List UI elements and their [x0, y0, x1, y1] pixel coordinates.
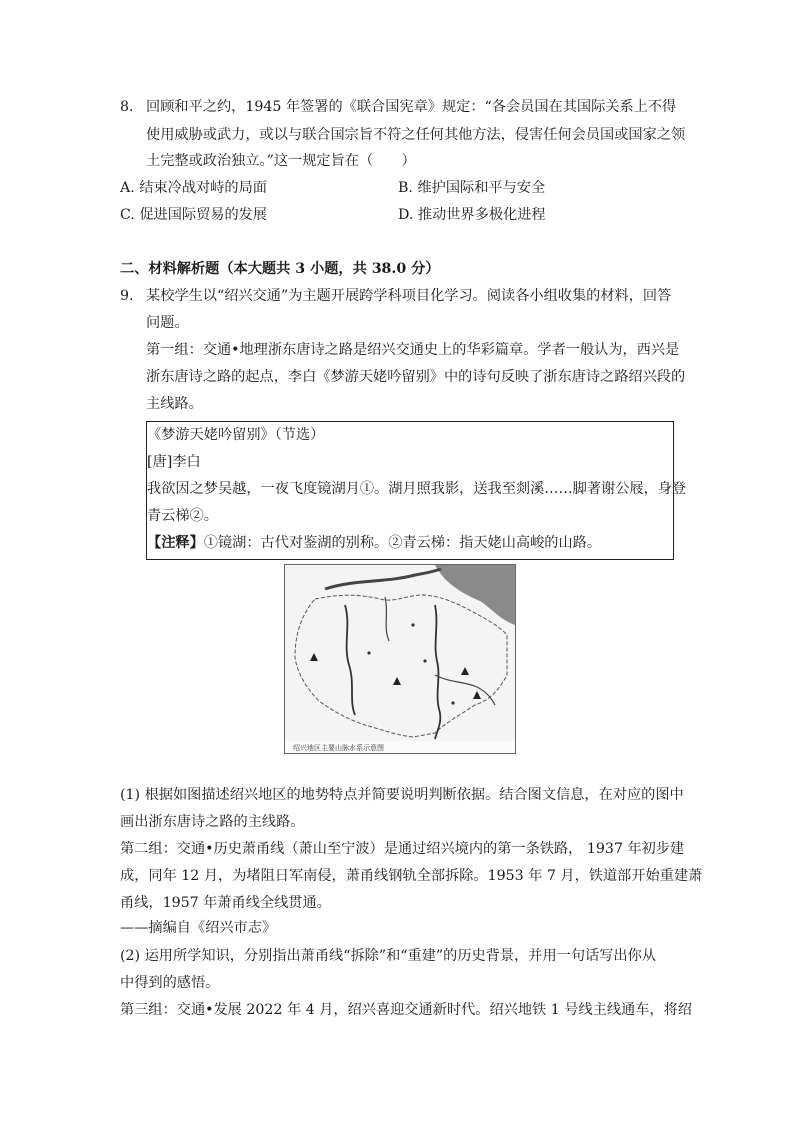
question-8-option-a[interactable]: A. 结束冷战对峙的局面 [120, 180, 267, 196]
river-southeast [435, 675, 495, 705]
group-2-source: ——摘编自《绍兴市志》 [120, 920, 277, 936]
poem-text-line-2: 青云梯②。 [147, 508, 218, 524]
place-dot [423, 659, 426, 662]
mountain-icon [461, 667, 469, 675]
river-central [385, 597, 389, 641]
place-dot [411, 623, 414, 626]
question-8-option-d[interactable]: D. 推动世界多极化进程 [398, 207, 546, 223]
river-estuary [325, 569, 441, 589]
poem-note-label: 【注释】 [147, 535, 204, 551]
group-3-line-1: 第三组：交通•发展 2022 年 4 月，绍兴喜迎交通新时代。绍兴地铁 1 号线主线通车，将绍 [120, 1002, 692, 1018]
shaoxing-mountains-rivers-map [284, 564, 516, 754]
section-2-heading: 二、材料解析题（本大题共 3 小题，共 38.0 分） [120, 261, 440, 277]
mountain-icon [310, 653, 318, 661]
poem-author: [唐]李白 [147, 454, 201, 470]
sub-question-1-line-2: 画出浙东唐诗之路的主线路。 [120, 814, 305, 830]
question-9-number: 9. [120, 288, 134, 304]
region-boundary [295, 595, 507, 737]
river-west [345, 605, 355, 715]
question-8-option-c[interactable]: C. 促进国际贸易的发展 [120, 207, 268, 223]
poem-excerpt-box [146, 421, 687, 560]
sub-question-2-line-2: 中得到的感悟。 [120, 975, 220, 991]
sub-question-1-line-1: (1) 根据如图描述绍兴地区的地势特点并简要说明判断依据。结合图文信息，在对应的图中 [120, 787, 684, 803]
map-caption: 绍兴地区主要山脉水系示意图 [293, 744, 384, 752]
group-1-line-3: 主线路。 [146, 396, 203, 412]
place-dot [367, 651, 370, 654]
river-east [435, 605, 440, 739]
poem-title: 《梦游天姥吟留别》（节选） [147, 427, 325, 443]
question-9-intro-line-2: 问题。 [146, 315, 189, 331]
question-9-intro-line-1: 某校学生以“绍兴交通”为主题开展跨学科项目化学习。阅读各小组收集的材料，回答 [146, 288, 672, 304]
group-2-line-1: 第二组：交通•历史萧甬线（萧山至宁波）是通过绍兴境内的第一条铁路， 1937 年初步建 [120, 841, 685, 857]
group-1-line-2: 浙东唐诗之路的起点，李白《梦游天姥吟留别》中的诗句反映了浙东唐诗之路绍兴段的 [146, 369, 686, 385]
question-8-stem-line-2: 使用威胁或武力，或以与联合国宗旨不符之任何其他方法，侵害任何会员国或国家之领 [146, 127, 686, 143]
place-dot [451, 701, 454, 704]
question-8-option-b[interactable]: B. 维护国际和平与安全 [398, 180, 546, 196]
poem-text-line-1: 我欲因之梦吴越，一夜飞度镜湖月①。湖月照我影，送我至剡溪……脚著谢公屐，身登 [147, 481, 687, 497]
map-drawing [285, 565, 515, 753]
bay-area [435, 565, 515, 625]
question-8-stem-line-1: 回顾和平之约，1945 年签署的《联合国宪章》规定：“各会员国在其国际关系上不得 [146, 99, 677, 115]
mountain-icon [473, 691, 481, 699]
question-8-stem-line-3: 土完整或政治独立。”这一规定旨在（ ） [146, 153, 416, 169]
sub-question-2-line-1: (2) 运用所学知识，分别指出萧甬线“拆除”和“重建”的历史背景，并用一句话写出你从 [120, 948, 656, 964]
question-8-number: 8. [120, 99, 134, 115]
group-2-line-2: 成，同年 12 月，为堵阻日军南侵，萧甬线钢轨全部拆除。1953 年 7 月，铁道部开始重建萧 [120, 868, 703, 884]
group-1-line-1: 第一组：交通•地理浙东唐诗之路是绍兴交通史上的华彩篇章。学者一般认为，西兴是 [146, 342, 680, 358]
poem-note-text: ①镜湖：古代对鉴湖的别称。②青云梯：指天姥山高峻的山路。 [203, 535, 602, 551]
group-2-line-3: 甬线，1957 年萧甬线全线贯通。 [120, 895, 331, 911]
poem-note [147, 533, 601, 553]
mountain-icon [393, 677, 401, 685]
